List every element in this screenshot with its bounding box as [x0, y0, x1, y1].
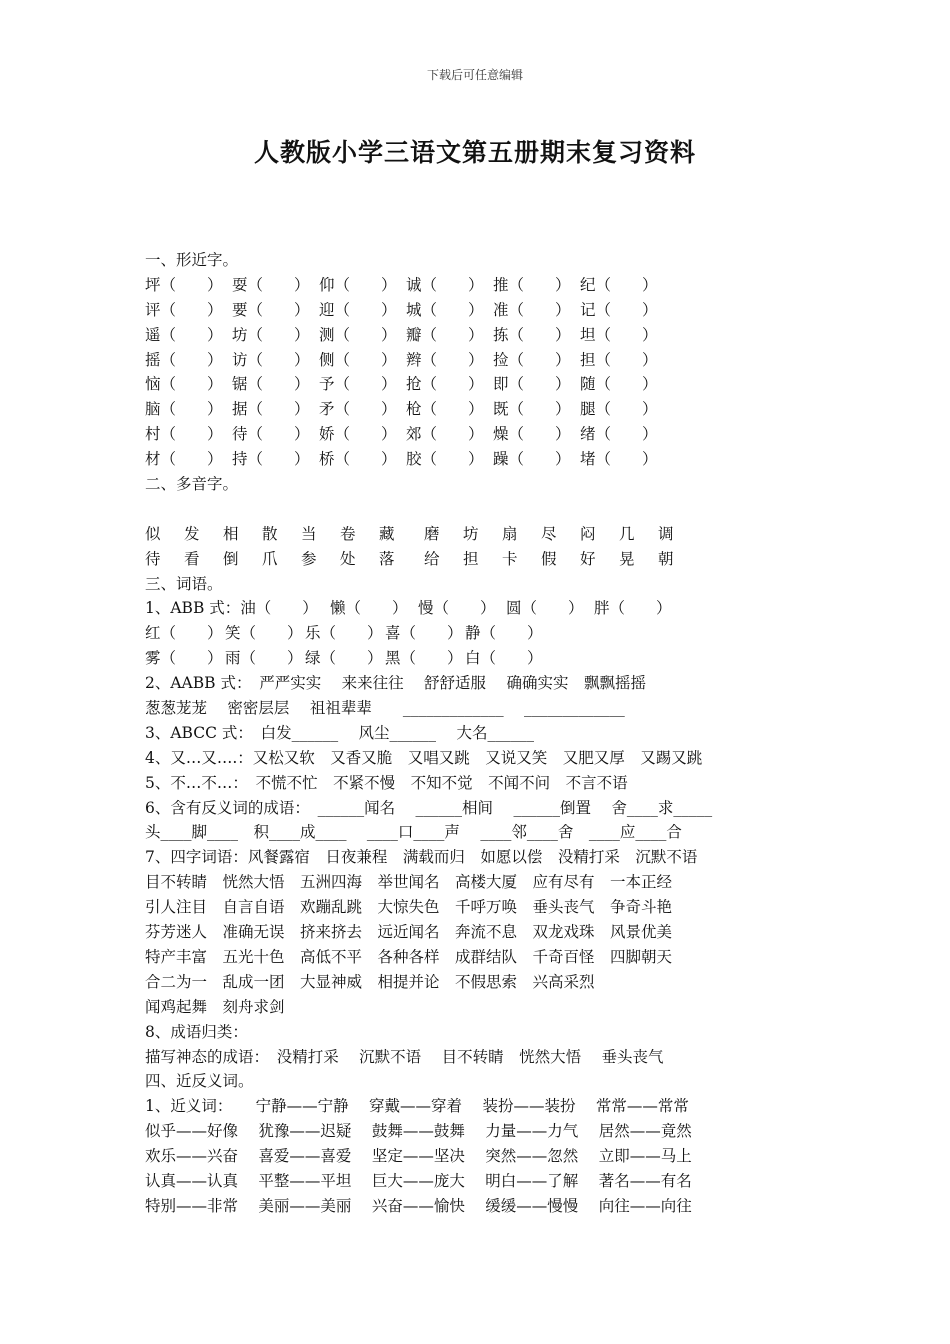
words-line: 合二为一 乱成一团 大显神威 相提并论 不假思索 兴高采烈	[145, 972, 595, 991]
words-line: 8、成语归类：	[145, 1022, 248, 1041]
words-line: 特产丰富 五光十色 高低不平 各种各样 成群结队 千奇百怪 四脚朝天	[145, 947, 673, 966]
spacer	[145, 497, 845, 522]
char-cell: 材（ ）	[145, 450, 223, 469]
char-cell: 据（ ）	[232, 400, 310, 419]
similar-chars-row	[145, 447, 845, 472]
synonym-line: 特别——非常 美丽——美丽 兴奋——愉快 缓缓——慢慢 向往——向往	[145, 1196, 692, 1215]
char-cell: 郊（ ）	[406, 425, 484, 444]
char-cell: 腿（ ）	[580, 400, 658, 419]
section-heading-words: 三、词语。	[145, 574, 223, 593]
abb-row	[145, 621, 845, 646]
abb-cell: 红（ ）	[145, 624, 223, 643]
polyphonic-char: 爪	[262, 549, 278, 568]
abb-cell: 静（ ）	[465, 624, 543, 643]
words-line: 引人注目 自言自语 欢蹦乱跳 大惊失色 千呼万唤 垂头丧气 争奇斗艳	[145, 898, 673, 917]
words-line: 6、含有反义词的成语： ______闻名 ______相间 ______倒置 舍____求_____	[145, 798, 713, 817]
char-cell: 枪（ ）	[406, 400, 484, 419]
similar-chars-row	[145, 348, 845, 373]
words-line: 葱葱茏茏 密密层层 祖祖辈辈 _____________ _____________	[145, 699, 625, 718]
abb-cell: 黑（ ）	[385, 649, 463, 668]
abb-cell: 喜（ ）	[385, 624, 463, 643]
char-cell: 测（ ）	[319, 325, 397, 344]
words-line: 3、ABCC 式： 白发______ 风尘______ 大名______	[145, 723, 534, 742]
polyphonic-char: 晃	[619, 549, 635, 568]
synonym-line: 认真——认真 平整——平坦 巨大——庞大 明白——了解 著名——有名	[145, 1171, 692, 1190]
char-cell: 堵（ ）	[580, 450, 658, 469]
abb-cell: 圆（ ）	[506, 599, 584, 618]
char-cell: 仰（ ）	[319, 275, 397, 294]
abb-cell: 白（ ）	[465, 649, 543, 668]
polyphonic-char: 卷	[340, 524, 356, 543]
words-line: 4、又…又….：又松又软 又香又脆 又唱又跳 又说又笑 又肥又厚 又踢又跳	[145, 748, 703, 767]
synonym-line: 似乎——好像 犹豫——迟疑 鼓舞——鼓舞 力量——力气 居然——竟然	[145, 1122, 692, 1141]
words-line: 目不转睛 恍然大悟 五洲四海 举世闻名 高楼大厦 应有尽有 一本正经	[145, 873, 673, 892]
polyphonic-row	[145, 522, 845, 547]
polyphonic-char: 当	[301, 524, 317, 543]
polyphonic-char: 给	[424, 549, 440, 568]
words-line: 头____脚____ 积____成____ ____口____声 ____邻____舍 ____应____合	[145, 823, 682, 842]
polyphonic-char: 散	[262, 524, 278, 543]
char-cell: 既（ ）	[493, 400, 571, 419]
char-cell: 迎（ ）	[319, 300, 397, 319]
polyphonic-char: 闷	[580, 524, 596, 543]
char-cell: 矛（ ）	[319, 400, 397, 419]
char-cell: 锯（ ）	[232, 375, 310, 394]
char-cell: 躁（ ）	[493, 450, 571, 469]
char-cell: 村（ ）	[145, 425, 223, 444]
polyphonic-char: 发	[184, 524, 200, 543]
words-line: 2、AABB 式： 严严实实 来来往往 舒舒适服 确确实实 飘飘摇摇	[145, 674, 646, 693]
words-list	[145, 671, 845, 1069]
char-cell: 纪（ ）	[580, 275, 658, 294]
abb-cell: 笑（ ）	[225, 624, 303, 643]
abb-words	[145, 596, 845, 671]
abb-cell: 慢（ ）	[418, 599, 496, 618]
char-cell: 予（ ）	[319, 375, 397, 394]
char-cell: 瓣（ ）	[406, 325, 484, 344]
words-line: 芬芳迷人 准确无误 挤来挤去 远近闻名 奔流不息 双龙戏珠 风景优美	[145, 923, 673, 942]
abb-cell: 1、ABB 式：油（ ）	[145, 599, 318, 618]
char-cell: 即（ ）	[493, 375, 571, 394]
char-cell: 恼（ ）	[145, 375, 223, 394]
char-cell: 评（ ）	[145, 300, 223, 319]
similar-chars-table	[145, 273, 845, 472]
polyphonic-char: 落	[379, 549, 395, 568]
polyphonic-char: 看	[184, 549, 200, 568]
polyphonic-char: 几	[619, 524, 635, 543]
similar-chars-row	[145, 273, 845, 298]
document-title: 人教版小学三语文第五册期末复习资料	[253, 138, 696, 167]
polyphonic-char: 担	[463, 549, 479, 568]
char-cell: 燥（ ）	[493, 425, 571, 444]
char-cell: 准（ ）	[493, 300, 571, 319]
polyphonic-char: 藏	[379, 524, 395, 543]
abb-cell: 雨（ ）	[225, 649, 303, 668]
char-cell: 捡（ ）	[493, 350, 571, 369]
char-cell: 要（ ）	[232, 300, 310, 319]
char-cell: 侧（ ）	[319, 350, 397, 369]
similar-chars-row	[145, 372, 845, 397]
char-cell: 拣（ ）	[493, 325, 571, 344]
abb-cell: 绿（ ）	[305, 649, 383, 668]
polyphonic-char: 朝	[658, 549, 674, 568]
polyphonic-char: 好	[580, 549, 596, 568]
abb-cell: 雾（ ）	[145, 649, 223, 668]
char-cell: 胶（ ）	[406, 450, 484, 469]
char-cell: 担（ ）	[580, 350, 658, 369]
polyphonic-char: 卡	[502, 549, 518, 568]
abb-row	[145, 596, 845, 621]
char-cell: 坊（ ）	[232, 325, 310, 344]
char-cell: 遥（ ）	[145, 325, 223, 344]
polyphonic-char: 参	[301, 549, 317, 568]
section-heading-polyphonic: 二、多音字。	[145, 475, 239, 494]
char-cell: 推（ ）	[493, 275, 571, 294]
polyphonic-char: 倒	[223, 549, 239, 568]
abb-cell: 乐（ ）	[305, 624, 383, 643]
synonyms-list	[145, 1094, 845, 1218]
char-cell: 诚（ ）	[406, 275, 484, 294]
polyphonic-char: 相	[223, 524, 239, 543]
polyphonic-char: 磨	[424, 524, 440, 543]
polyphonic-char: 尽	[541, 524, 557, 543]
section-heading-synonyms: 四、近反义词。	[145, 1072, 254, 1091]
polyphonic-row	[145, 547, 845, 572]
similar-chars-row	[145, 298, 845, 323]
char-cell: 随（ ）	[580, 375, 658, 394]
words-line: 7、四字词语：风餐露宿 日夜兼程 满载而归 如愿以偿 没精打采 沉默不语	[145, 848, 698, 867]
synonym-line: 欢乐——兴奋 喜爱——喜爱 坚定——坚决 突然——忽然 立即——马上	[145, 1147, 692, 1166]
similar-chars-row	[145, 323, 845, 348]
synonym-line: 1、近义词： 宁静——宁静 穿戴——穿着 装扮——装扮 常常——常常	[145, 1097, 689, 1116]
abb-cell: 懒（ ）	[330, 599, 408, 618]
char-cell: 持（ ）	[232, 450, 310, 469]
polyphonic-char: 扇	[502, 524, 518, 543]
polyphonic-chars-table	[145, 522, 845, 572]
char-cell: 记（ ）	[580, 300, 658, 319]
char-cell: 绪（ ）	[580, 425, 658, 444]
similar-chars-row	[145, 397, 845, 422]
char-cell: 待（ ）	[232, 425, 310, 444]
char-cell: 摇（ ）	[145, 350, 223, 369]
polyphonic-char: 坊	[463, 524, 479, 543]
char-cell: 耍（ ）	[232, 275, 310, 294]
words-line: 描写神态的成语： 没精打采 沉默不语 目不转睛 恍然大悟 垂头丧气	[145, 1047, 664, 1066]
polyphonic-char: 待	[145, 549, 161, 568]
char-cell: 访（ ）	[232, 350, 310, 369]
char-cell: 桥（ ）	[319, 450, 397, 469]
char-cell: 城（ ）	[406, 300, 484, 319]
char-cell: 脑（ ）	[145, 400, 223, 419]
abb-cell: 胖（ ）	[594, 599, 672, 618]
char-cell: 坪（ ）	[145, 275, 223, 294]
document-body	[145, 248, 845, 1219]
polyphonic-char: 似	[145, 524, 161, 543]
section-heading-similar-chars: 一、形近字。	[145, 251, 239, 269]
words-line: 5、不…不…： 不慌不忙 不紧不慢 不知不觉 不闻不问 不言不语	[145, 773, 628, 792]
char-cell: 娇（ ）	[319, 425, 397, 444]
page-header: 下载后可任意编辑	[426, 68, 523, 82]
abb-row	[145, 646, 845, 671]
polyphonic-char: 调	[658, 524, 674, 543]
char-cell: 抢（ ）	[406, 375, 484, 394]
polyphonic-char: 处	[340, 549, 356, 568]
polyphonic-char: 假	[541, 549, 557, 568]
char-cell: 坦（ ）	[580, 325, 658, 344]
words-line: 闻鸡起舞 刻舟求剑	[145, 997, 285, 1016]
char-cell: 辫（ ）	[406, 350, 484, 369]
similar-chars-row	[145, 422, 845, 447]
